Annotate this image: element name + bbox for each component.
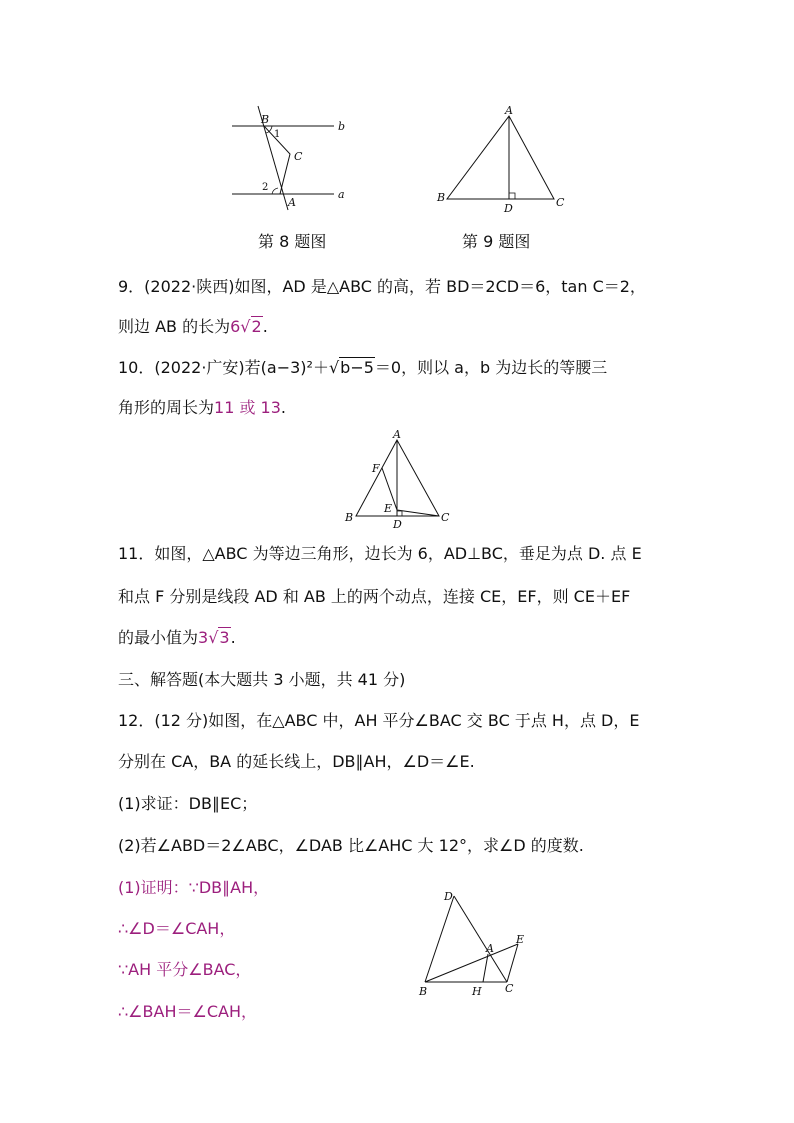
fig8-label-b-vertex: B xyxy=(261,113,270,126)
figure-9-caption: 第 9 题图 xyxy=(462,232,531,251)
q10-prompt-end: ＝0，则以 a，b 为边长的等腰三 xyxy=(374,358,608,377)
q12-solution-line-3: ∵AH 平分∠BAC， xyxy=(118,960,252,979)
q10-line-1 xyxy=(118,357,607,379)
fig8-label-line-a: a xyxy=(338,188,345,201)
q12-solution-line-1: (1)证明：∵DB∥AH， xyxy=(118,878,270,897)
fig12-label-c: C xyxy=(505,982,514,995)
q11-answer-sqrt: √3 xyxy=(208,628,230,647)
fig11-label-d: D xyxy=(393,518,402,530)
figure-8-diagram xyxy=(222,100,362,215)
q9-line-1: 9．(2022·陕西)如图，AD 是△ABC 的高，若 BD＝2CD＝6，tan C＝2， xyxy=(118,277,646,296)
fig8-label-c-vertex: C xyxy=(294,150,303,163)
fig11-label-b: B xyxy=(345,511,354,524)
q11-line-1: 11．如图，△ABC 为等边三角形，边长为 6，AD⊥BC，垂足为点 D. 点 E xyxy=(118,544,642,563)
q10-prompt: 10．(2022·广安)若(a−3)²＋ xyxy=(118,358,329,377)
fig12-label-h: H xyxy=(472,985,482,998)
fig12-label-b: B xyxy=(419,985,428,998)
q9-line-2 xyxy=(118,316,268,338)
q9-answer-coef: 6 xyxy=(230,317,241,336)
q11-line-3 xyxy=(118,627,236,649)
q10-answer: 11 或 13 xyxy=(214,398,281,417)
figure-12-diagram xyxy=(410,888,535,1000)
figure-9-diagram xyxy=(432,104,572,212)
q11-period: . xyxy=(230,628,236,647)
q12-line-1: 12．(12 分)如图，在△ABC 中，AH 平分∠BAC 交 BC 于点 H，点 D，E xyxy=(118,711,640,730)
fig12-label-a: A xyxy=(486,942,494,955)
fig12-label-e: E xyxy=(516,933,525,946)
q11-answer-radicand: 3 xyxy=(219,628,230,647)
section-3-heading: 三、解答题(本大题共 3 小题，共 41 分) xyxy=(118,670,406,689)
q12-solution-line-4: ∴∠BAH＝∠CAH， xyxy=(118,1002,257,1021)
q9-period: . xyxy=(262,317,268,336)
q9-answer xyxy=(230,317,263,336)
q12-line-2: 分别在 CA，BA 的延长线上，DB∥AH，∠D＝∠E. xyxy=(118,752,475,771)
q11-prompt: 的最小值为 xyxy=(118,628,199,647)
q12-part-1: (1)求证：DB∥EC； xyxy=(118,794,258,813)
fig8-label-angle-2: 2 xyxy=(262,182,269,193)
q10-period: . xyxy=(280,398,287,417)
fig12-label-d: D xyxy=(444,890,453,903)
figure-11-diagram xyxy=(340,428,460,530)
q12-solution-line-2: ∴∠D＝∠CAH， xyxy=(118,919,236,938)
fig11-label-e: E xyxy=(384,502,393,515)
q10-sqrt: √b−5 xyxy=(328,358,374,377)
fig11-label-a: A xyxy=(393,428,401,441)
q11-answer-coef: 3 xyxy=(198,628,209,647)
q10-radicand: b−5 xyxy=(340,358,374,377)
fig8-label-angle-1: 1 xyxy=(274,129,281,140)
q9-prompt: 则边 AB 的长为 xyxy=(118,317,231,336)
q11-answer xyxy=(198,628,231,647)
fig9-label-b: B xyxy=(437,191,446,204)
q10-line-2 xyxy=(118,397,286,419)
figure-8-caption: 第 8 题图 xyxy=(258,232,327,251)
q10-prompt-2: 角形的周长为 xyxy=(118,398,215,417)
q12-part-2: (2)若∠ABD＝2∠ABC，∠DAB 比∠AHC 大 12°，求∠D 的度数. xyxy=(118,836,584,855)
fig11-label-f: F xyxy=(372,462,380,475)
fig9-label-d: D xyxy=(504,202,513,212)
fig9-label-c: C xyxy=(556,196,565,209)
fig11-label-c: C xyxy=(441,511,450,524)
q9-answer-radicand: 2 xyxy=(251,317,262,336)
q9-answer-sqrt: √2 xyxy=(240,317,262,336)
fig8-label-line-b: b xyxy=(338,120,346,133)
q11-line-2: 和点 F 分别是线段 AD 和 AB 上的两个动点，连接 CE，EF，则 CE＋EF xyxy=(118,587,631,606)
fig8-label-a-vertex: A xyxy=(288,196,296,209)
fig9-label-a: A xyxy=(505,104,513,117)
